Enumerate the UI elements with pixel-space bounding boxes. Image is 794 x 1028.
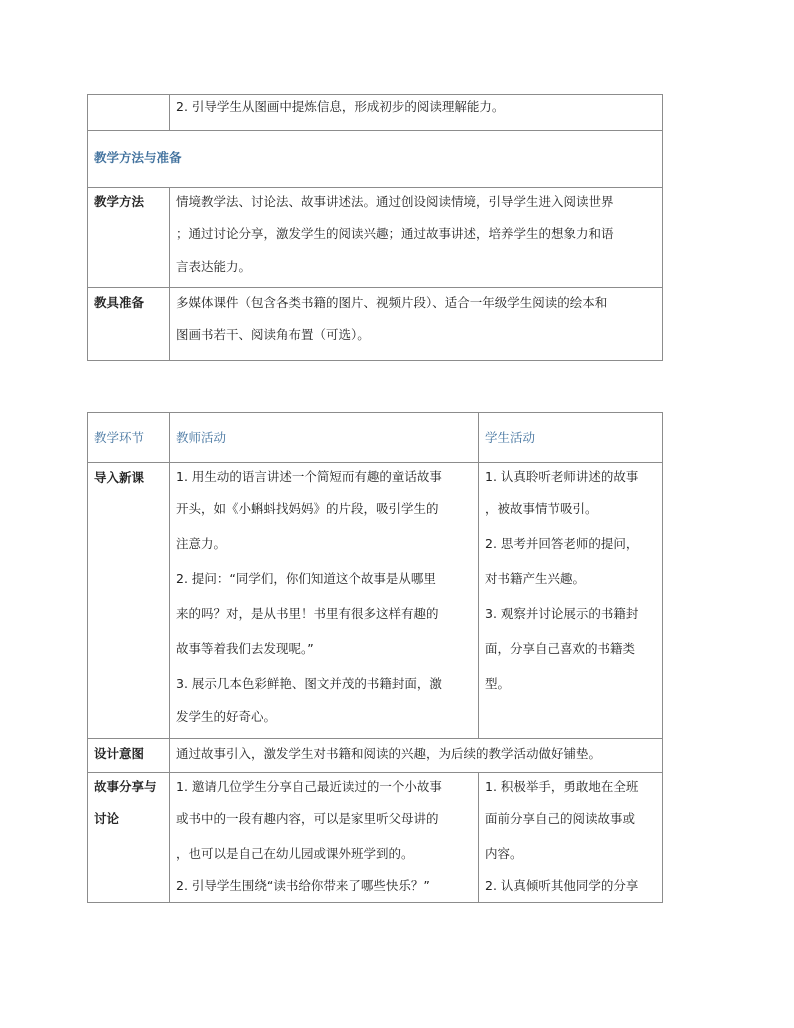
- tools-line-2: 图画书若干、阅读角布置（可选）。: [176, 327, 370, 342]
- methods-label: 教学方法: [88, 188, 170, 288]
- header-student-activity: 学生活动: [479, 413, 663, 463]
- intro-teacher-line-5: 来的吗？对，是从书里！书里有很多这样有趣的: [176, 606, 439, 621]
- tools-label: 教具准备: [88, 288, 170, 361]
- methods-line-3: 言表达能力。: [176, 259, 252, 274]
- methods-content: [170, 188, 663, 288]
- continued-objective-cell: [170, 95, 663, 131]
- tools-line-1: 多媒体课件（包含各类书籍的图片、视频片段）、适合一年级学生阅读的绘本和: [176, 295, 608, 310]
- intro-teacher: [170, 463, 479, 739]
- intro-student-line-1: 1. 认真聆听老师讲述的故事: [485, 469, 639, 484]
- intro-teacher-line-2: 开头，如《小蝌蚪找妈妈》的片段，吸引学生的: [176, 501, 439, 516]
- story-teacher-line-1: 1. 邀请几位学生分享自己最近读过的一个小故事: [176, 779, 442, 794]
- tools-content: [170, 288, 663, 361]
- objective-text: 2. 引导学生从图画中提炼信息，形成初步的阅读理解能力。: [176, 99, 505, 114]
- story-student-line-4: 2. 认真倾听其他同学的分享: [485, 878, 639, 893]
- intro-student-line-7: 型。: [485, 676, 511, 691]
- intro-teacher-line-4: 2. 提问：“同学们，你们知道这个故事是从哪里: [176, 571, 436, 586]
- story-teacher-line-2: 或书中的一段有趣内容，可以是家里听父母讲的: [176, 811, 439, 826]
- story-teacher-line-4: 2. 引导学生围绕“读书给你带来了哪些快乐？”: [176, 878, 430, 893]
- story-label-line-1: 故事分享与: [94, 779, 157, 794]
- story-label-line-2: 讨论: [94, 811, 120, 826]
- header-teacher-activity: 教师活动: [170, 413, 479, 463]
- intro-student-line-6: 面，分享自己喜欢的书籍类: [485, 641, 636, 656]
- story-teacher: [170, 773, 479, 903]
- intro-teacher-line-3: 注意力。: [176, 536, 227, 551]
- intro-student-line-5: 3. 观察并讨论展示的书籍封: [485, 606, 639, 621]
- intro-student-line-4: 对书籍产生兴趣。: [485, 571, 586, 586]
- story-student: [479, 773, 663, 903]
- story-student-line-1: 1. 积极举手，勇敢地在全班: [485, 779, 639, 794]
- intro-student-line-3: 2. 思考并回答老师的提问，: [485, 536, 639, 551]
- intro-teacher-line-8: 发学生的好奇心。: [176, 709, 277, 724]
- continued-label-cell: [88, 95, 170, 131]
- intro-teacher-line-6: 故事等着我们去发现呢。”: [176, 641, 314, 656]
- design-label: 设计意图: [88, 739, 170, 773]
- story-label: [88, 773, 170, 903]
- story-student-line-2: 面前分享自己的阅读故事或: [485, 811, 636, 826]
- section-title: 教学方法与准备: [88, 131, 663, 188]
- teaching-process-table: [87, 412, 663, 903]
- teaching-methods-table: [87, 94, 663, 361]
- story-student-line-3: 内容。: [485, 846, 523, 861]
- intro-student-line-2: ，被故事情节吸引。: [485, 501, 598, 516]
- intro-label: 导入新课: [88, 463, 170, 739]
- methods-line-1: 情境教学法、讨论法、故事讲述法。通过创设阅读情境，引导学生进入阅读世界: [176, 194, 614, 209]
- header-stage: 教学环节: [88, 413, 170, 463]
- intro-student: [479, 463, 663, 739]
- intro-teacher-line-7: 3. 展示几本色彩鲜艳、图文并茂的书籍封面，激: [176, 676, 442, 691]
- intro-teacher-line-1: 1. 用生动的语言讲述一个简短而有趣的童话故事: [176, 469, 442, 484]
- methods-line-2: ；通过讨论分享，激发学生的阅读兴趣；通过故事讲述，培养学生的想象力和语: [176, 226, 614, 241]
- story-teacher-line-3: ，也可以是自己在幼儿园或课外班学到的。: [176, 846, 414, 861]
- design-text: 通过故事引入，激发学生对书籍和阅读的兴趣，为后续的教学活动做好铺垫。: [170, 739, 663, 773]
